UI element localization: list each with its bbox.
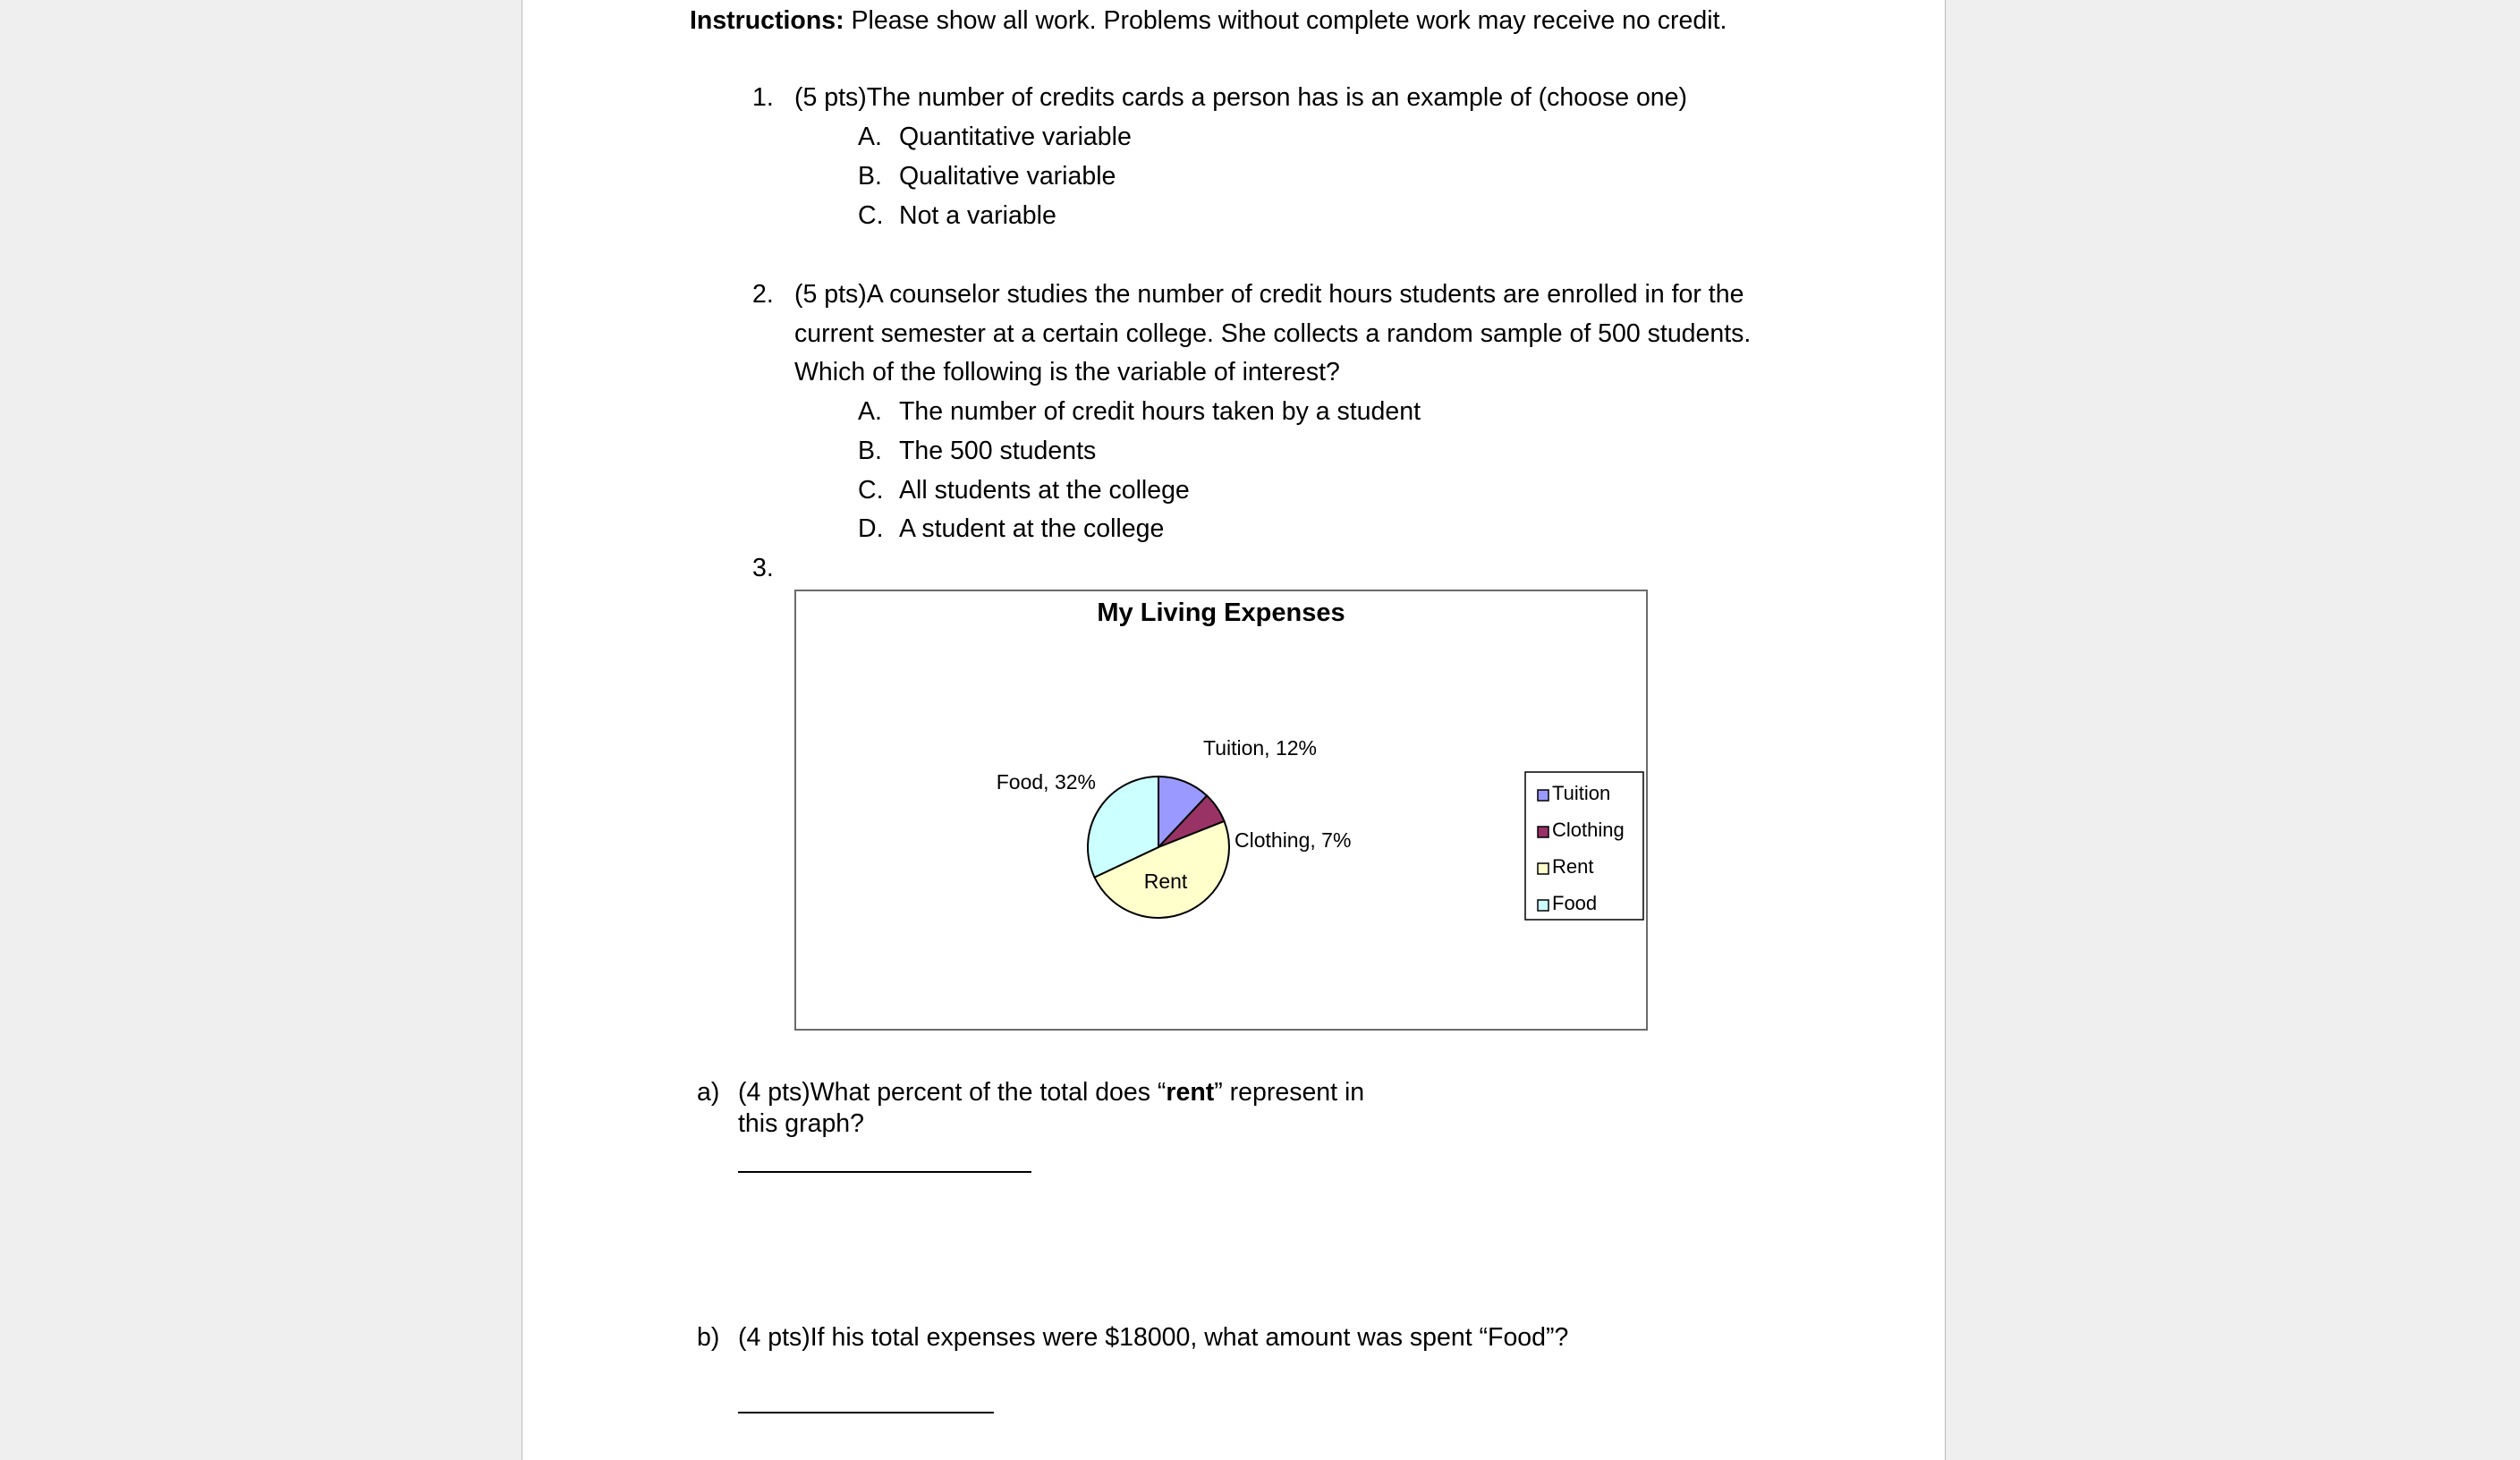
pie-label-tuition: Tuition, 12%	[1203, 736, 1317, 760]
legend-swatch-food	[1538, 900, 1548, 911]
chart-legend	[1525, 772, 1643, 920]
legend-label-clothing: Clothing	[1552, 819, 1625, 841]
pie-label-clothing: Clothing, 7%	[1235, 828, 1352, 852]
question-2-option-text: The number of credit hours taken by a student	[899, 397, 1421, 426]
answer-blank-b[interactable]	[738, 1412, 994, 1413]
legend-swatch-clothing	[1538, 827, 1548, 837]
legend-swatch-rent	[1538, 863, 1548, 874]
question-2-text-line: Which of the following is the variable of interest?	[794, 358, 1340, 386]
question-2-option-letter: D.	[858, 514, 884, 543]
question-1-option-text: Qualitative variable	[899, 162, 1116, 191]
legend-label-rent: Rent	[1552, 855, 1594, 878]
question-2-option-letter: C.	[858, 476, 884, 505]
instructions-text: Please show all work. Problems without complete work may receive no credit.	[844, 6, 1727, 35]
question-2-option-letter: A.	[858, 397, 882, 426]
legend-label-tuition: Tuition	[1552, 782, 1611, 804]
part-a-text	[738, 1076, 1364, 1108]
pie-chart	[796, 591, 1646, 1029]
legend-label-food: Food	[1552, 892, 1598, 914]
question-1-text: (5 pts)The number of credits cards a person has is an example of (choose one)	[794, 83, 1688, 112]
pie-slices	[1088, 777, 1229, 918]
question-1-option-text: Not a variable	[899, 201, 1056, 230]
chart-title: My Living Expenses	[1097, 598, 1345, 627]
question-2-option-text: A student at the college	[899, 514, 1165, 543]
part-b-label: b)	[697, 1323, 720, 1352]
question-1-option-letter: C.	[858, 201, 884, 230]
answer-blank-a[interactable]	[738, 1171, 1031, 1173]
part-b-text: (4 pts)If his total expenses were $18000, what amount was spent “Food”?	[738, 1323, 1569, 1352]
question-2-number: 2.	[752, 280, 774, 309]
part-a-text-pre: (4 pts)What percent of the total does “	[738, 1078, 1167, 1107]
pie-label-rent: Rent	[1143, 870, 1188, 893]
part-a-label: a)	[697, 1078, 720, 1107]
instructions-label: Instructions:	[690, 6, 844, 35]
pie-label-food: Food, 32%	[996, 770, 1096, 794]
question-1-option-letter: B.	[858, 162, 882, 191]
question-2-option-letter: B.	[858, 437, 882, 465]
question-1-number: 1.	[752, 83, 774, 112]
part-a-text-bold: rent	[1166, 1078, 1215, 1107]
question-3-number: 3.	[752, 554, 774, 582]
question-2-text-line: (5 pts)A counselor studies the number of credit hours students are enrolled in for the	[794, 280, 1744, 309]
question-1-option-letter: A.	[858, 123, 882, 151]
instructions	[690, 4, 1727, 37]
legend-swatch-tuition	[1538, 790, 1548, 801]
pie-chart-frame	[794, 590, 1648, 1031]
part-a-text-post: ” represent in	[1214, 1078, 1365, 1107]
question-2-option-text: The 500 students	[899, 437, 1097, 465]
question-1-option-text: Quantitative variable	[899, 123, 1132, 151]
part-a-text-line2: this graph?	[738, 1109, 865, 1138]
question-2-text-line: current semester at a certain college. She collects a random sample of 500 students.	[794, 319, 1752, 348]
question-2-option-text: All students at the college	[899, 476, 1190, 505]
